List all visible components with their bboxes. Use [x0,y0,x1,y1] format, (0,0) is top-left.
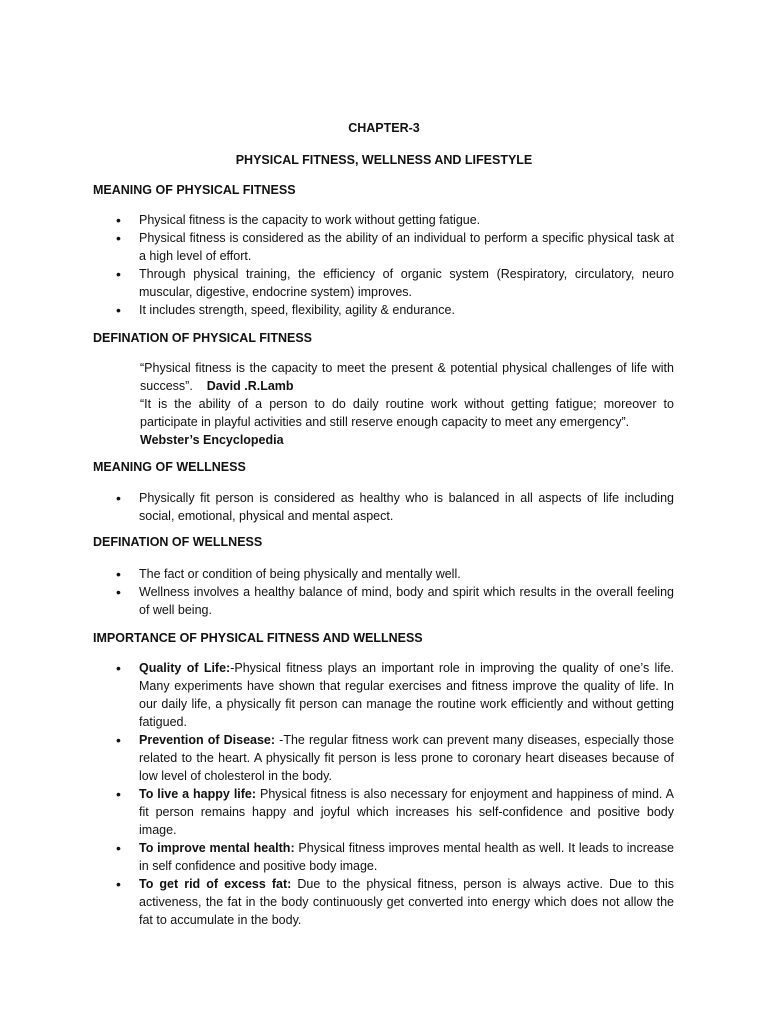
list-item [93,659,674,731]
list-item [93,839,674,875]
list-item [93,875,674,929]
item-text: Physical fitness improves mental health as well. It leads to increase in self confidence and positive body image. [139,841,674,873]
list-item: • Physically fit person is considered as healthy who is balanced in all aspects of life including social, emotional, physical and mental aspect. [93,489,674,525]
heading-definition-physical-fitness: DEFINATION OF PHYSICAL FITNESS [93,331,312,345]
list-meaning-wellness [93,489,674,525]
quote-webster: “It is the ability of a person to do daily routine work without getting fatigue; moreover to participate in playful activities and still reserve enough capacity to meet any emergency”. [140,397,674,429]
heading-meaning-wellness: MEANING OF WELLNESS [93,460,246,474]
list-item: • Through physical training, the efficiency of organic system (Respiratory, circulatory, neuro muscular, digestive, endocrine system) improves. [93,265,674,301]
list-item: • Wellness involves a healthy balance of mind, body and spirit which results in the overall feeling of well being. [93,583,674,619]
item-lead: To live a happy life: [139,787,257,801]
item-lead: Prevention of Disease: [139,733,276,747]
list-definition-wellness [93,565,674,619]
list-item: • Physical fitness is the capacity to work without getting fatigue. [93,211,674,229]
list-item: • Physical fitness is considered as the ability of an individual to perform a specific physical task at a high level of effort. [93,229,674,265]
item-text: Due to the physical fitness, person is always active. Due to this activeness, the fat in the body continuously get converted into energy which does not allow the fat to accumulate in the body. [139,877,674,927]
chapter-title: PHYSICAL FITNESS, WELLNESS AND LIFESTYLE [235,153,533,167]
list-item [93,785,674,839]
chapter-label: CHAPTER-3 [348,121,420,135]
heading-importance: IMPORTANCE OF PHYSICAL FITNESS AND WELLNESS [93,631,423,645]
heading-meaning-physical-fitness: MEANING OF PHYSICAL FITNESS [93,183,296,197]
item-text: Physical fitness is also necessary for enjoyment and happiness of mind. A fit person remains happy and joyful which increases his self-confidence and positive body image. [139,787,674,837]
item-lead: To get rid of excess fat: [139,877,292,891]
quote-author: David .R.Lamb [206,379,294,393]
item-text: -The regular fitness work can prevent many diseases, especially those related to the heart. A physically fit person is less prone to coronary heart diseases because of low level of cholesterol in the body. [139,733,674,783]
list-item: • The fact or condition of being physically and mentally well. [93,565,674,583]
item-lead: To improve mental health: [139,841,295,855]
item-lead: Quality of Life: [139,661,231,675]
quote-text: “Physical fitness is the capacity to meet the present & potential physical challenges of life with success”. [140,361,674,393]
list-item: • It includes strength, speed, flexibility, agility & endurance. [93,301,674,319]
list-importance [93,659,674,929]
item-text: -Physical fitness plays an important role in improving the quality of one’s life. Many experiments have shown that regular exercises and fitness improve the quality of life. In our daily life, a physically fit person can manage the routine work efficiently and without getting fatigued. [139,661,674,729]
list-item [93,731,674,785]
definition-quotes [140,359,674,449]
quote-lamb [140,359,674,395]
quote-author: Webster’s Encyclopedia [140,433,284,447]
list-meaning-physical-fitness [93,211,674,319]
heading-definition-wellness: DEFINATION OF WELLNESS [93,535,263,549]
